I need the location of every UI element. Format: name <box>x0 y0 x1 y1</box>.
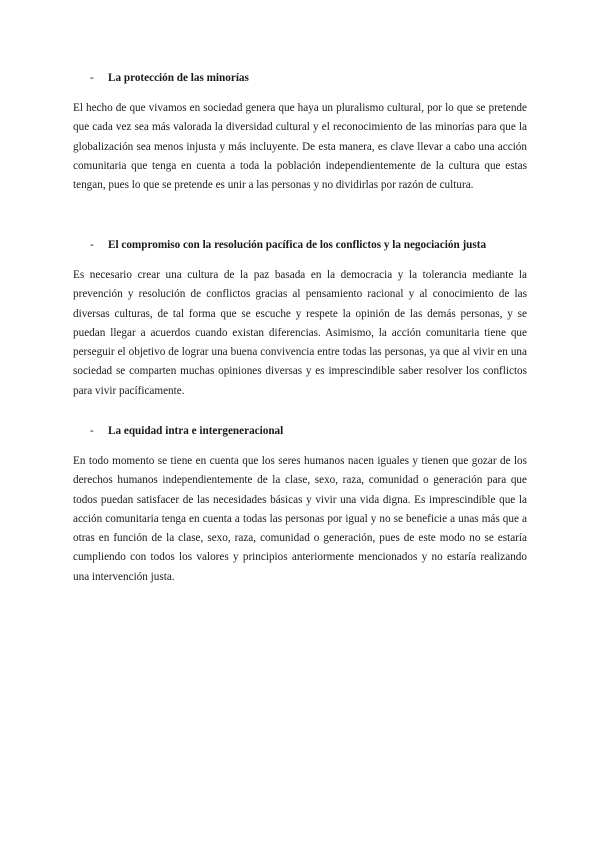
bullet-dash: - <box>90 72 94 84</box>
section-generational-equity <box>73 424 527 587</box>
section-minority-protection <box>73 71 527 195</box>
section-heading <box>73 238 527 252</box>
section-paragraph: En todo momento se tiene en cuenta que los seres humanos nacen iguales y tienen que gozar de los derechos humanos independientemente de la clase, sexo, raza, comunidad o generación para que todos puedan satisfacer de las necesidades básicas y vivir una vida digna. Es imprescindible que la acción comunitaria tenga en cuenta a todas las personas por igual y no se beneficie a unas más que a otras en función de la clase, sexo, raza, comunidad o generación, pues de este modo no se estaría cumpliendo con todos los valores y principios anteriormente mencionados y no estaría realizando una intervención justa. <box>73 455 527 583</box>
bullet-dash: - <box>90 425 94 437</box>
section-paragraph: Es necesario crear una cultura de la paz basada en la democracia y la tolerancia mediante la prevención y resolución de conflictos gracias al pensamiento racional y al conocimiento de las diversas culturas, de tal forma que se escuche y respete la opinión de las demás personas, y se puedan llegar a acuerdos cuando existan diferencias. Asimismo, la acción comunitaria tiene que perseguir el objetivo de lograr una buena convivencia entre todas las personas, ya que al vivir en una sociedad se comparten muchas opiniones diversas y es imprescindible saber resolver los conflictos para vivir pacíficamente. <box>73 269 527 397</box>
section-heading <box>73 424 527 438</box>
heading-text: La equidad intra e intergeneracional <box>108 425 284 437</box>
heading-text: La protección de las minorías <box>108 72 249 84</box>
section-conflict-resolution <box>73 238 527 401</box>
bullet-dash: - <box>90 239 94 251</box>
section-heading <box>73 71 527 85</box>
heading-text: El compromiso con la resolución pacífica de los conflictos y la negociación justa <box>108 239 487 251</box>
section-paragraph: El hecho de que vivamos en sociedad genera que haya un pluralismo cultural, por lo que se pretende que cada vez sea más valorada la diversidad cultural y el reconocimiento de las minorías para que la globalización sea menos injusta y más incluyente. De esta manera, es clave llevar a cabo una acción comunitaria que tenga en cuenta a toda la población independientemente de la cultura que estas tengan, pues lo que se pretende es unir a las personas y no dividirlas por razón de cultura. <box>73 102 527 192</box>
